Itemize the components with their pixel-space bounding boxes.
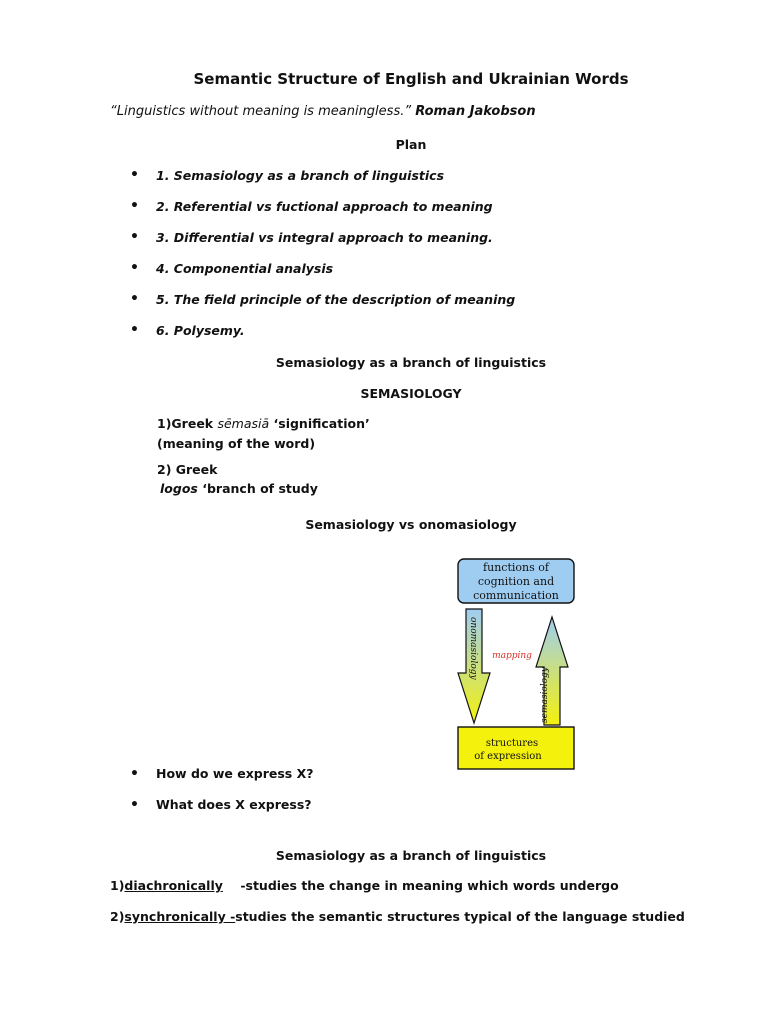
etymology-1: 1)Greek sēmasiā ‘signification’ [157,416,370,431]
section-heading: Semasiology as a branch of linguistics [275,355,547,370]
plan-item: • 6. Polysemy. [110,315,515,346]
etymology-2: 2) Greek [157,462,218,477]
definition-line: 2)synchronically -studies the semantic structures typical of the language studied [110,909,685,924]
page-title: Semantic Structure of English and Ukrainian Words [193,70,629,88]
top-box-line: functions of [483,561,549,574]
onomasiology-semasiology-diagram [450,555,590,775]
plan-item: • 2. Referential vs fuctional approach to meaning [110,191,515,222]
plan-item: • 3. Differential vs integral approach to meaning. [110,222,515,253]
plan-item: • 5. The field principle of the description of meaning [110,284,515,315]
greek-word: sēmasiā [217,416,270,431]
epigraph-author: Roman Jakobson [415,104,536,119]
mapping-label: mapping [492,651,532,661]
term-heading: SEMASIOLOGY [360,386,462,401]
section-heading: Semasiology vs onomasiology [305,517,517,532]
semasiology-label: semasiology [540,667,550,723]
term-diachronically: diachronically [124,878,223,893]
bottom-box-line: structures [485,738,539,749]
greek-word: logos [160,481,198,496]
plan-list [110,160,515,346]
etymology-2-gloss: logos ‘branch of study [160,481,318,496]
definition-line: 1)diachronically -studies the change in meaning which words undergo [110,878,619,893]
term-synchronically: synchronically - [124,909,236,924]
bottom-box-line: of expression [474,751,542,762]
top-box-line: communication [473,589,559,602]
plan-item: • 4. Componential analysis [110,253,515,284]
plan-item: • 1. Semasiology as a branch of linguistics [110,160,515,191]
question-item: • What does X express? [110,793,313,824]
epigraph-quote: “Linguistics without meaning is meaningless.” [110,104,412,119]
question-item: • How do we express X? [110,762,313,793]
epigraph [110,104,536,119]
etymology-1-gloss: (meaning of the word) [157,436,316,451]
onomasiology-label: onomasiology [468,617,478,680]
section-heading: Semasiology as a branch of linguistics [275,848,547,863]
plan-heading: Plan [395,137,427,152]
questions-list [110,762,313,824]
top-box-line: cognition and [477,575,555,588]
